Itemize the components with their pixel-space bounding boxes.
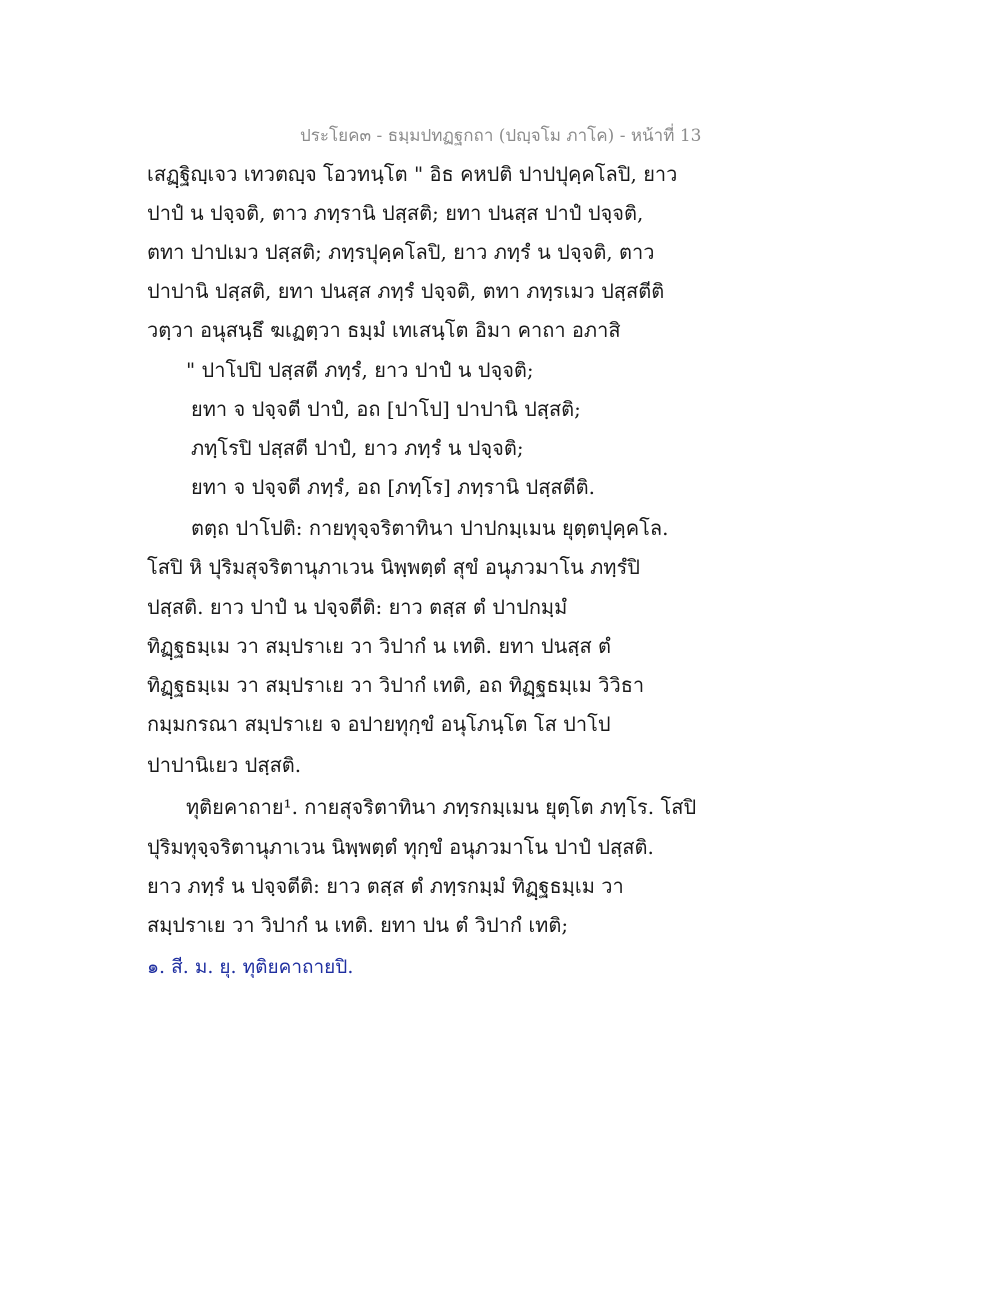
text-line: สมฺปราเย วา วิปากํ น เทติ. ยทา ปน ตํ วิปากํ เทติ; xyxy=(147,913,569,937)
text-line: ปาปํ น ปจฺจติ, ตาว ภทฺรานิ ปสฺสติ; ยทา ปนสฺส ปาปํ ปจฺจติ, xyxy=(147,201,644,225)
verse-line: ภทฺโรปิ ปสฺสตี ปาปํ, ยาว ภทฺรํ น ปจฺจติ; xyxy=(191,436,524,460)
text-line: ทิฏฺฐธมฺเม วา สมฺปราเย วา วิปากํ เทติ, อถ ทิฏฺฐธมฺเม วิวิธา xyxy=(147,673,645,697)
text-line: โสปิ หิ ปุริมสุจริตานุภาเวน นิพฺพตฺตํ สุขํ อนุภวมาโน ภทฺรํปิ xyxy=(147,555,640,579)
verse-line: ยทา จ ปจฺจตี ปาปํ, อถ [ปาโป] ปาปานิ ปสฺสติ; xyxy=(191,397,581,421)
text-line: วตฺวา อนุสนฺธึ ฆเฏตฺวา ธมฺมํ เทเสนฺโต อิมา คาถา อภาสิ xyxy=(147,318,621,342)
text-line: ทิฏฺฐธมฺเม วา สมฺปราเย วา วิปากํ น เทติ. ยทา ปนสฺส ตํ xyxy=(147,634,612,658)
text-line: ตทา ปาปเมว ปสฺสติ; ภทฺรปุคฺคโลปิ, ยาว ภทฺรํ น ปจฺจติ, ตาว xyxy=(147,240,655,264)
page-header: ประโยค๓ - ธมฺมปทฏฐกถา (ปญฺจโม ภาโค) - หน้าที่ 13 xyxy=(300,126,702,146)
text-line: กมฺมกรณา สมฺปราเย จ อปายทุกฺขํ อนุโภนฺโต โส ปาโป xyxy=(147,712,611,736)
text-line: ตตฺถ ปาโปติ: กายทุจฺจริตาทินา ปาปกมฺเมน ยุตฺตปุคฺคโล. xyxy=(191,516,669,540)
text-line: ทุติยคาถาย¹. กายสุจริตาทินา ภทฺรกมฺเมน ยุตฺโต ภทฺโร. โสปิ xyxy=(186,795,697,819)
verse-line: " ปาโปปิ ปสฺสตี ภทฺรํ, ยาว ปาปํ น ปจฺจติ; xyxy=(186,358,534,382)
verse-line: ยทา จ ปจฺจตี ภทฺรํ, อถ [ภทฺโร] ภทฺรานิ ปสฺสตีติ. xyxy=(191,475,595,499)
text-line: ยาว ภทฺรํ น ปจฺจตีติ: ยาว ตสฺส ตํ ภทฺรกมฺมํ ทิฏฺฐธมฺเม วา xyxy=(147,874,624,898)
footnote: ๑. สี. ม. ยุ. ทุติยคาถายปิ. xyxy=(147,956,354,978)
text-line: ปสฺสติ. ยาว ปาปํ น ปจฺจตีติ: ยาว ตสฺส ตํ ปาปกมฺมํ xyxy=(147,595,568,619)
text-line: ปาปานิ ปสฺสติ, ยทา ปนสฺส ภทฺรํ ปจฺจติ, ตทา ภทฺรเมว ปสฺสตีติ xyxy=(147,279,665,303)
text-line: ปาปานิเยว ปสฺสติ. xyxy=(147,753,302,777)
text-line: เสฏฺฐิญฺเจว เทวตญฺจ โอวทนฺโต " อิธ คหปติ ปาปปุคฺคโลปิ, ยาว xyxy=(147,162,678,186)
text-line: ปุริมทุจฺจริตานุภาเวน นิพฺพตฺตํ ทุกฺขํ อนุภวมาโน ปาปํ ปสฺสติ. xyxy=(147,835,654,859)
